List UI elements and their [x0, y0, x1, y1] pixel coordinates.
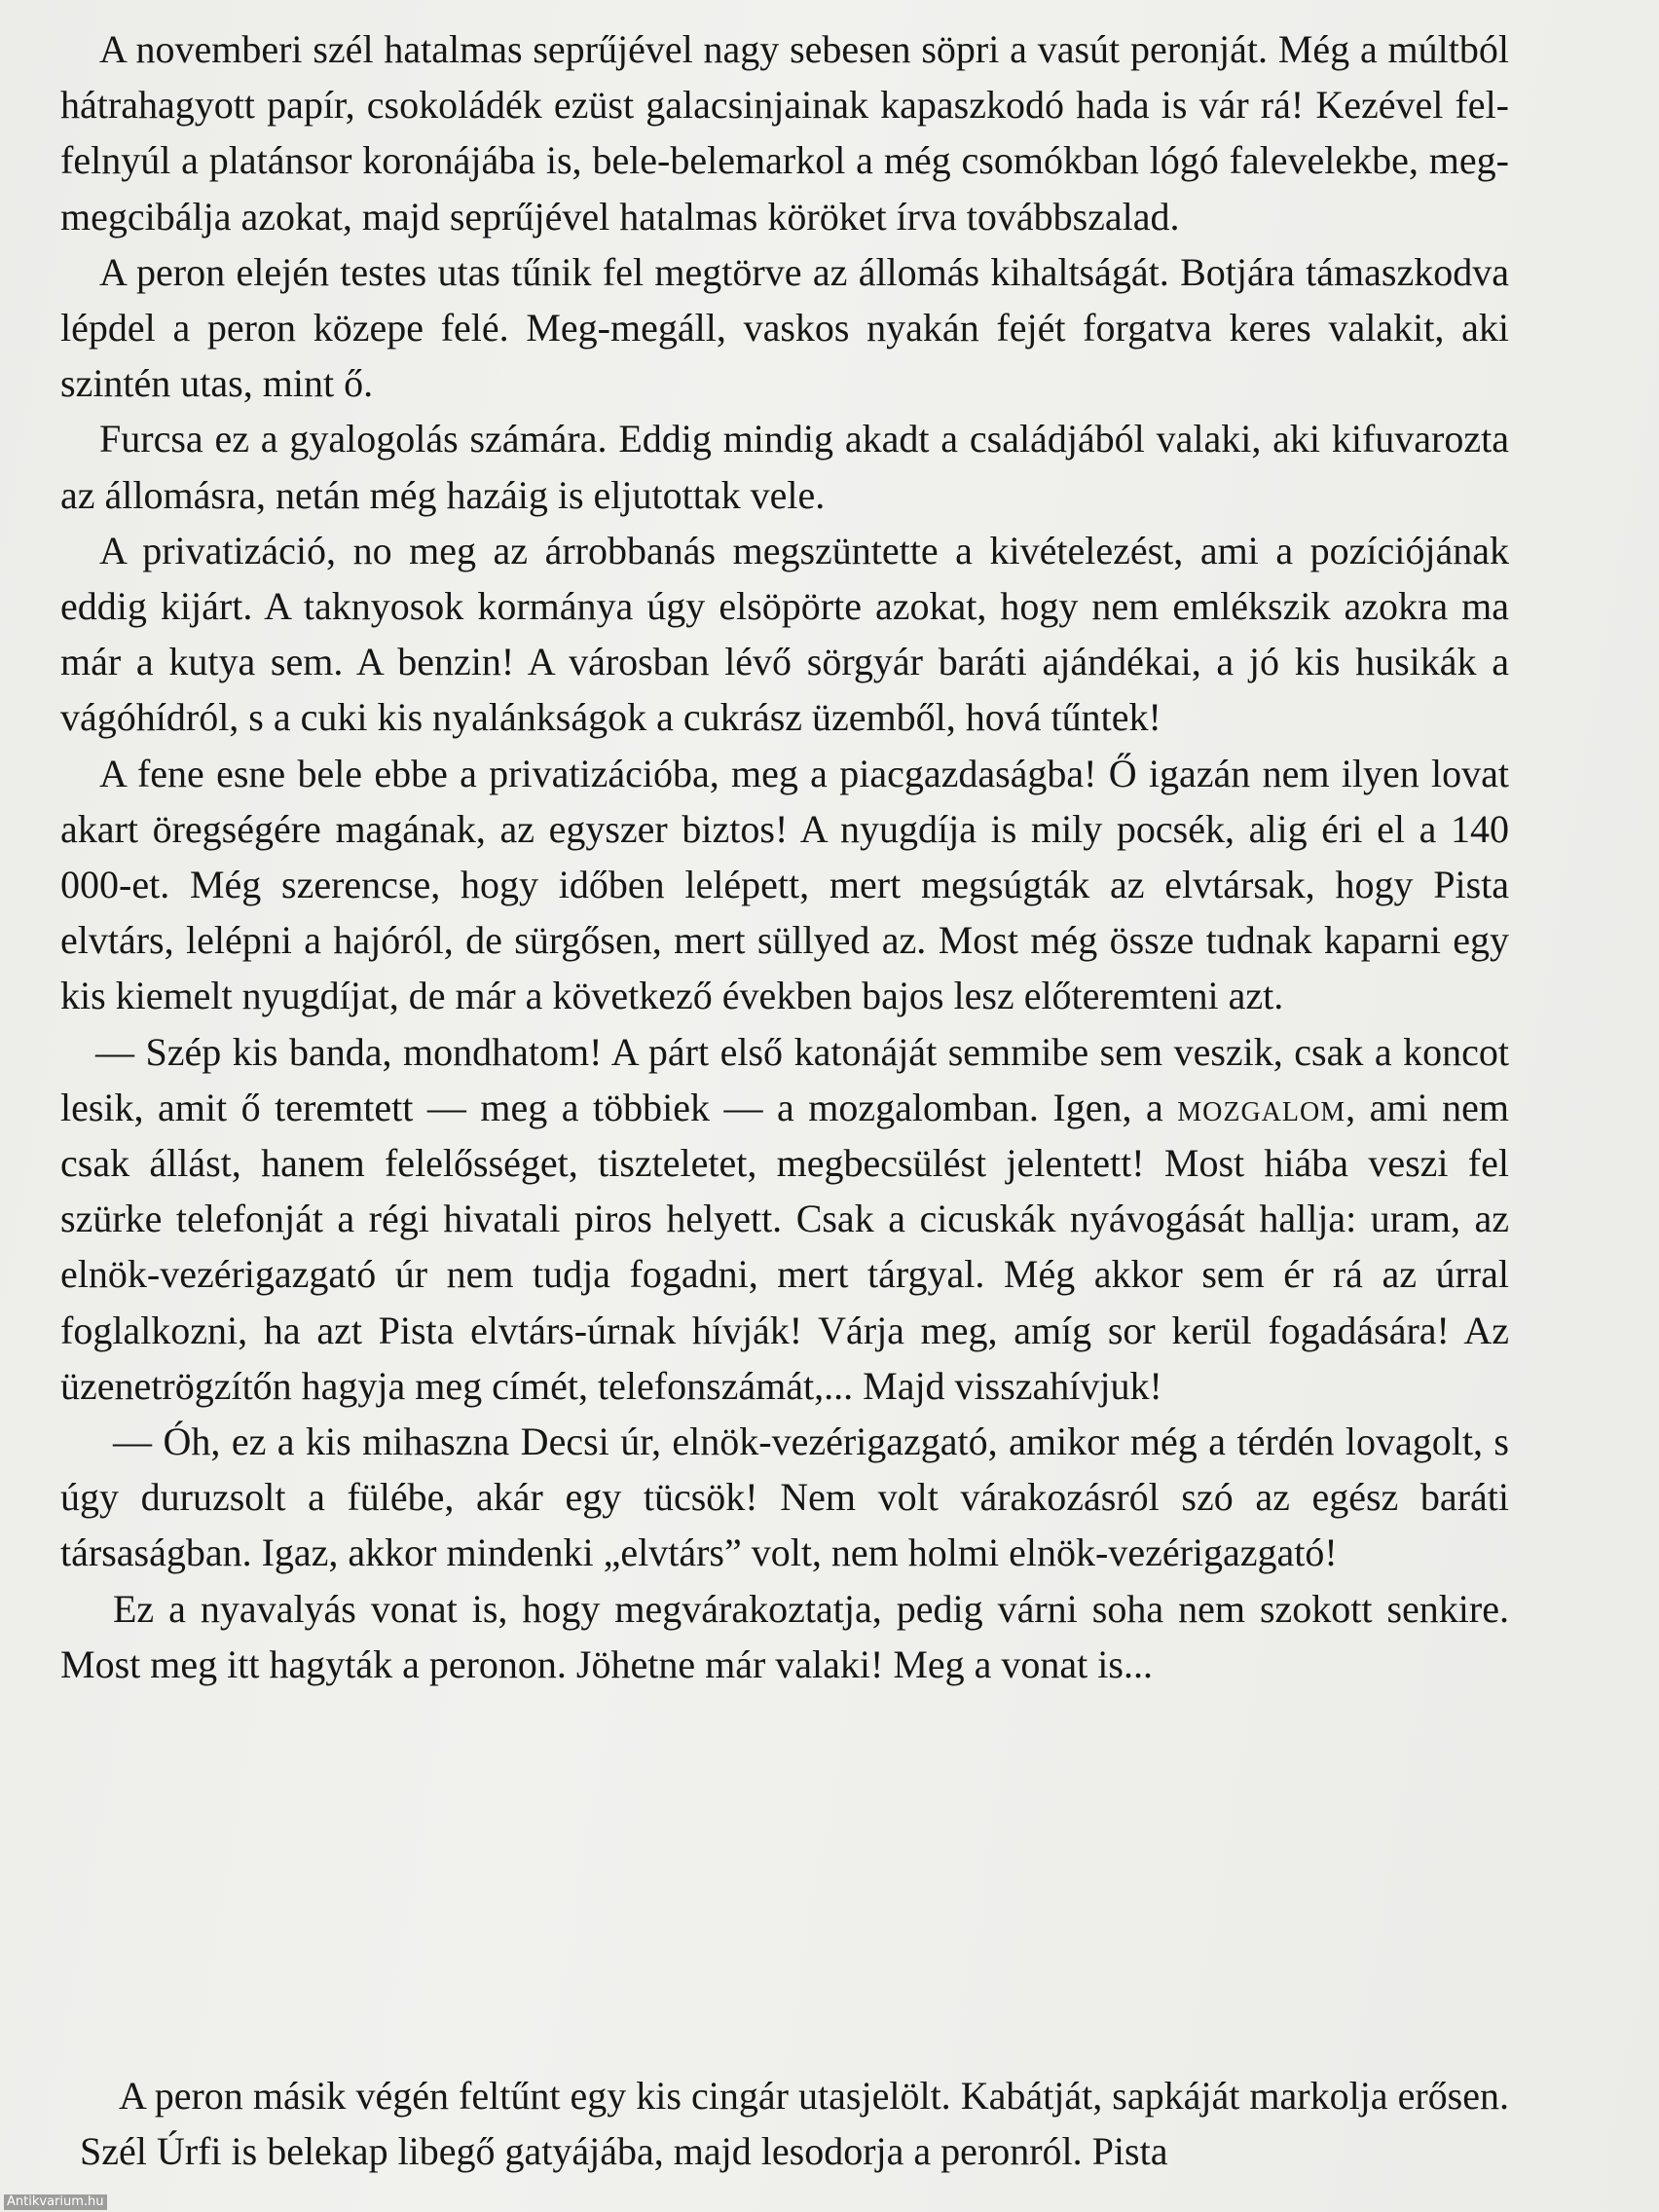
- paragraph-walking: Furcsa ez a gyalogolás számára. Eddig mindig akadt a családjából valaki, aki kifuvarozta az állomásra, netán még hazáig is eljutottak vele.: [60, 417, 1509, 517]
- main-text-block: [60, 21, 1509, 1692]
- paragraph-pension: A fene esne bele ebbe a privatizációba, meg a piacgazdaságba! Ő igazán nem ilyen lovat akart öregségére magának, az egyszer biztos! A nyugdíja is mily pocsék, alig éri el a 140 000-et. Még szerencse, hogy időben lelépett, mert megsúgták az elvtársak, hogy Pista elvtárs, lelépni a hajóról, de sürgősen, mert süllyed az. Most még össze tudnak kaparni egy kis kiemelt nyugdíjat, de már a következő években bajos lesz előteremteni azt.: [60, 751, 1509, 1018]
- paragraph-traveller: A peron elején testes utas tűnik fel megtörve az állomás kihaltságát. Botjára támaszkodva lépdel a peron közepe felé. Meg-megáll, vaskos nyakán fejét forgatva keres valakit, aki szintén utas, mint ő.: [60, 249, 1509, 406]
- watermark-label: Antikvarium.hu: [4, 2194, 107, 2210]
- paragraph-dialog-decsi: — Óh, ez a kis mihaszna Decsi úr, elnök-vezérigazgató, amikor még a térdén lovagolt, s úgy duruzsolt a fülébe, akár egy tücsök! Nem volt várakozásról szó az egész baráti társaságban. Igaz, akkor mindenki „elvtárs” volt, nem holmi elnök-vezérigazgató!: [60, 1419, 1509, 1575]
- next-section-block: [80, 2068, 1509, 2179]
- dialog-text-before: — Szép kis banda, mondhatom! A párt első katonáját semmibe sem veszik, csak a koncot lesik, amit ő teremtett — meg a többiek — a mozgalomban. Igen, a: [60, 1029, 1509, 1129]
- paragraph-wind: A novemberi szél hatalmas seprűjével nagy sebesen söpri a vasút peronját. Még a múltból hátrahagyott papír, csokoládék ezüst galacsinjainak kapaszkodó hada is vár rá! Kezével fel-felnyúl a platánsor koronájába is, bele-belemarkol a még csomókban lógó falevelekbe, meg-megcibálja azokat, majd seprűjével hatalmas köröket írva továbbszalad.: [60, 27, 1509, 239]
- paragraph-privatization: A privatizáció, no meg az árrobbanás megszüntette a kivételezést, ami a pozíciójának eddig kijárt. A taknyosok kormánya úgy elsöpörte azokat, hogy nem emlékszik azokra ma már a kutya sem. A benzin! A városban lévő sörgyár baráti ajándékai, a jó kis husikák a vágóhídról, s a cuki kis nyalánkságok a cukrász üzemből, hová tűntek!: [60, 528, 1509, 740]
- paragraph-train: Ez a nyavalyás vonat is, hogy megvárakoztatja, pedig várni soha nem szokott senkire. Most meg itt hagyták a peronon. Jöhetne már valaki! Meg a vonat is...: [60, 1586, 1509, 1686]
- paragraph-next-section: A peron másik végén feltűnt egy kis cingár utasjelölt. Kabátját, sapkáját markolja erősen. Szél Úrfi is belekap libegő gatyájába, majd lesodorja a peronról. Pista: [80, 2074, 1509, 2174]
- dialog-smallcaps-word: mozgalom: [1177, 1085, 1346, 1129]
- dialog-text-after: , ami nem csak állást, hanem felelősséget, tiszteletet, megbecsülést jelentett! Most hiába veszi fel szürke telefonját a régi hivatali piros helyett. Csak a cicuskák nyávogását hallja: uram, az elnök-vezérigazgató úr nem tudja fogadni, mert tárgyal. Még akkor sem ér rá az úrral foglalkozni, ha azt Pista elvtárs-úrnak hívják! Várja meg, amíg sor kerül fogadására! Az üzenetrögzítőn hagyja meg címét, telefonszámát,... Majd visszahívjuk!: [60, 1085, 1509, 1408]
- paragraph-dialog-banda: [60, 1024, 1509, 1414]
